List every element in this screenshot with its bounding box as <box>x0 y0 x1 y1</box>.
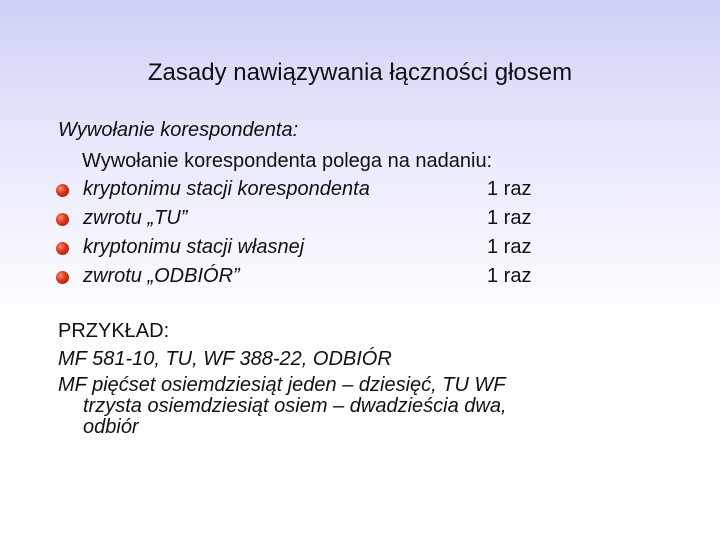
list-item-count: 1 raz <box>487 178 532 200</box>
bullet-dot-icon <box>56 213 69 226</box>
example-line-spoken <box>58 375 618 438</box>
bullet-list <box>56 176 576 292</box>
section-heading: Wywołanie korespondenta: <box>58 119 299 141</box>
list-item-count: 1 raz <box>487 265 532 287</box>
list-item-text: zwrotu „ODBIÓR” <box>83 265 240 287</box>
list-item-text: zwrotu „TU” <box>83 207 188 229</box>
example-heading: PRZYKŁAD: <box>58 320 170 342</box>
list-item-count: 1 raz <box>487 236 532 258</box>
slide-title <box>0 58 720 88</box>
bullet-dot-icon <box>56 242 69 255</box>
list-item <box>56 263 576 292</box>
list-item <box>56 234 576 263</box>
example-line-spoken-part1: MF pięćset osiemdziesiąt jeden – dziesięć, TU WF <box>58 374 506 396</box>
list-item-text: kryptonimu stacji korespondenta <box>83 178 370 200</box>
list-item <box>56 205 576 234</box>
slide-title-text: Zasady nawiązywania łączności głosem <box>147 59 573 86</box>
bullet-dot-icon <box>56 271 69 284</box>
bullet-dot-icon <box>56 184 69 197</box>
list-item <box>56 176 576 205</box>
example-line-spoken-part2: trzysta osiemdziesiąt osiem – dwadzieścia dwa, <box>83 395 507 417</box>
example-line-spoken-part3: odbiór <box>83 416 139 438</box>
list-item-text: kryptonimu stacji własnej <box>83 236 305 258</box>
list-item-count: 1 raz <box>487 207 532 229</box>
example-line-code: MF 581-10, TU, WF 388-22, ODBIÓR <box>58 348 392 370</box>
intro-text: Wywołanie korespondenta polega na nadaniu: <box>82 150 493 172</box>
